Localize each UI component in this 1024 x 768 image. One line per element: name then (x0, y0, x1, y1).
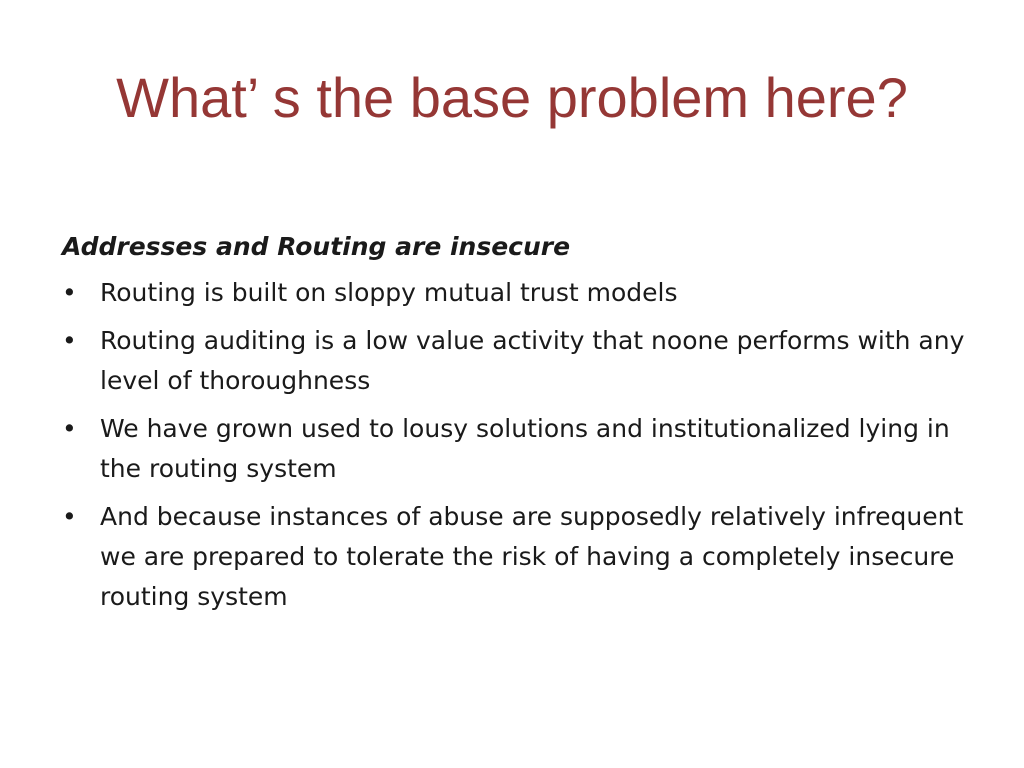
bullet-item (62, 497, 972, 617)
bullet-item (62, 321, 972, 401)
bullet-text: We have grown used to lousy solutions and institutionalized lying in the routing system (100, 414, 950, 483)
bullet-list (62, 273, 972, 617)
bullet-icon: • (62, 502, 77, 531)
bullet-item (62, 273, 972, 313)
bullet-item (62, 409, 972, 489)
slide-title: What’ s the base problem here? (116, 66, 908, 129)
bullet-text: Routing auditing is a low value activity that noone performs with any level of thoroughness (100, 326, 965, 395)
bullet-icon: • (62, 278, 77, 307)
bullet-icon: • (62, 414, 77, 443)
slide-body (62, 227, 972, 625)
bullet-icon: • (62, 326, 77, 355)
bullet-text: Routing is built on sloppy mutual trust models (100, 278, 678, 307)
bullet-text: And because instances of abuse are supposedly relatively infrequent we are prepared to tolerate the risk of having a completely insecure routing system (100, 502, 964, 611)
subheading: Addresses and Routing are insecure (62, 232, 571, 261)
